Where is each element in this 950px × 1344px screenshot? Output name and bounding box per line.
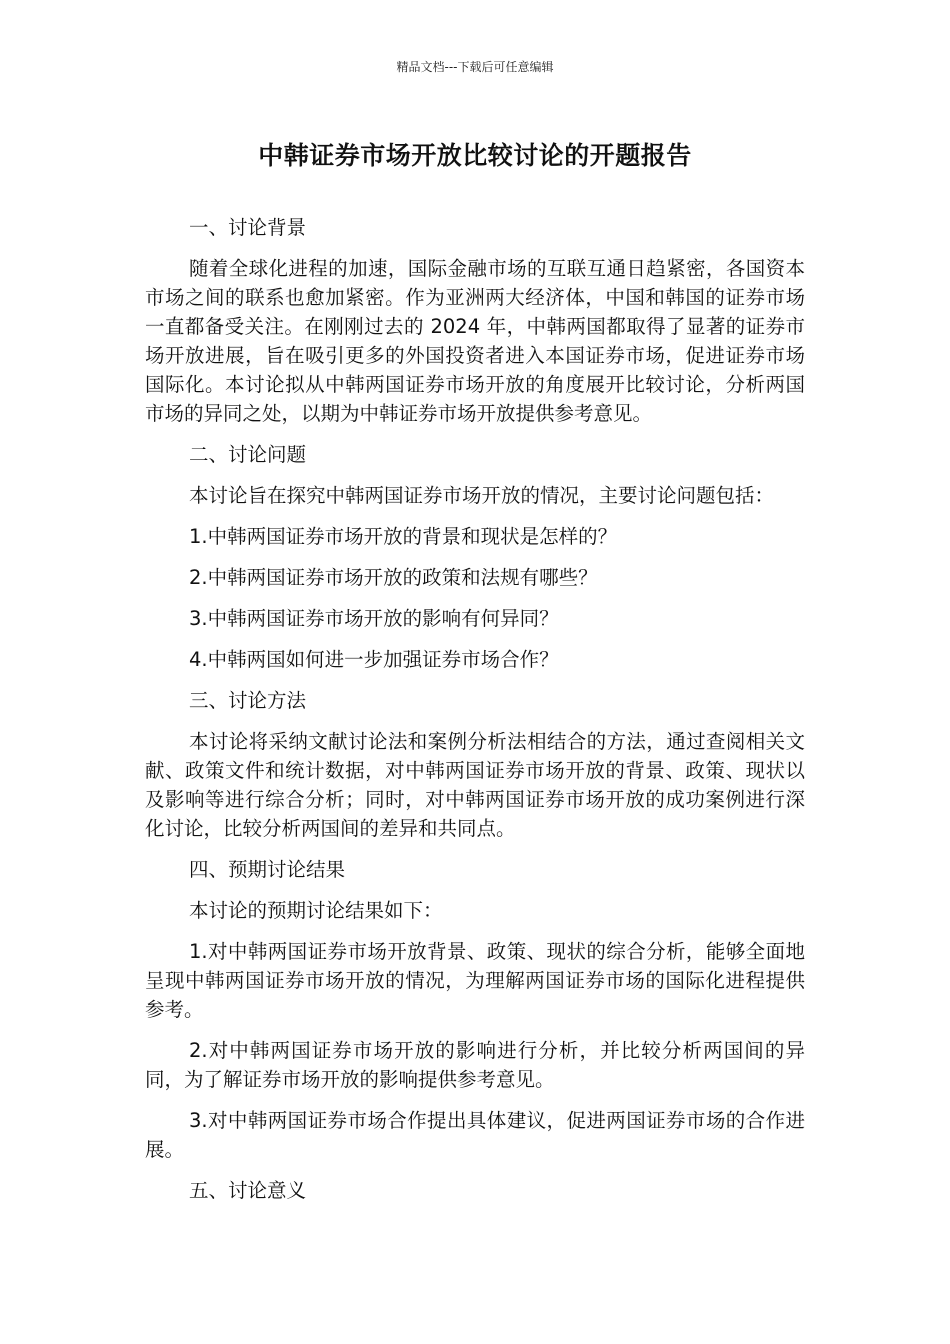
list-item: 4.中韩两国如何进一步加强证券市场合作？ [189,648,559,671]
list-item: 2.对中韩两国证券市场开放的影响进行分析，并比较分析两国间的异同，为了解证券市场开放的影响提供参考意见。 [145,1039,805,1091]
list-item: 3.中韩两国证券市场开放的影响有何异同？ [189,607,559,630]
paragraph: 本讨论的预期讨论结果如下： [189,899,443,922]
list-item: 1.对中韩两国证券市场开放背景、政策、现状的综合分析，能够全面地呈现中韩两国证券市场开放的情况，为理解两国证券市场的国际化进程提供参考。 [145,940,805,1021]
header-note: 精品文档---下载后可任意编辑 [396,60,554,74]
document-title: 中韩证券市场开放比较讨论的开题报告 [258,141,692,170]
list-item: 3.对中韩两国证券市场合作提出具体建议，促进两国证券市场的合作进展。 [145,1109,805,1161]
paragraph: 本讨论将采纳文献讨论法和案例分析法相结合的方法，通过查阅相关文献、政策文件和统计数据，对中韩两国证券市场开放的背景、政策、现状以及影响等进行综合分析；同时，对中韩两国证券市场开放的成功案例进行深化讨论，比较分析两国间的差异和共同点。 [145,730,805,840]
list-item: 2.中韩两国证券市场开放的政策和法规有哪些？ [189,566,598,589]
paragraph: 本讨论旨在探究中韩两国证券市场开放的情况，主要讨论问题包括： [189,484,775,507]
section-heading: 二、讨论问题 [189,443,307,466]
section-heading: 五、讨论意义 [189,1179,307,1202]
list-item: 1.中韩两国证券市场开放的背景和现状是怎样的？ [189,525,618,548]
section-heading: 三、讨论方法 [189,689,307,712]
paragraph: 随着全球化进程的加速，国际金融市场的互联互通日趋紧密，各国资本市场之间的联系也愈加紧密。作为亚洲两大经济体，中国和韩国的证券市场一直都备受关注。在刚刚过去的 2024 年，中韩两国都取得了显著的证券市场开放进展，旨在吸引更多的外国投资者进入本国证券市场，促进证券市场国际化。本讨论拟从中韩两国证券市场开放的角度展开比较讨论，分析两国市场的异同之处，以期为中韩证券市场开放提供参考意见。 [145,257,805,425]
document-body [145,213,805,1217]
section-heading: 四、预期讨论结果 [189,858,346,881]
section-heading: 一、讨论背景 [189,216,307,239]
